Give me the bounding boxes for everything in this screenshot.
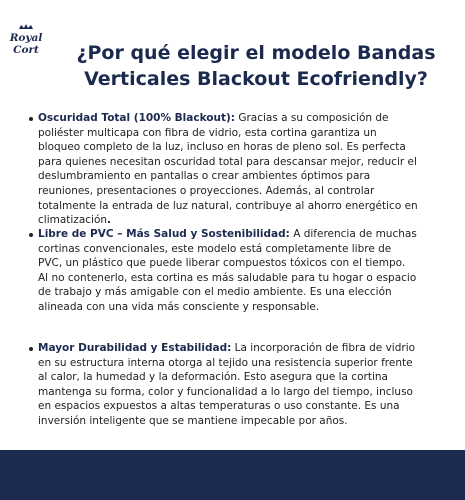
bullet-dot — [29, 347, 33, 351]
feature-item-pvc-free — [38, 227, 418, 315]
feature-item-darkness — [38, 111, 418, 228]
feature-heading: Libre de PVC – Más Salud y Sostenibilidad: — [38, 228, 290, 240]
feature-ending: . — [107, 214, 112, 227]
feature-item-durability — [38, 341, 418, 429]
brand-logo — [6, 22, 46, 62]
feature-body: A diferencia de muchas cortinas convencionales, este modelo está completamente libre de PVC, un plástico que puede liberar compuestos tóxicos con el tiempo. Al no contenerlo, esta cortina es más saludable para tu hogar o espacio de trabajo y más amigable con el medio ambiente. Es una elección alineada con una vida más consciente y responsable. — [38, 228, 417, 313]
feature-body: La incorporación de fibra de vidrio en su estructura interna otorga al tejido una resistencia superior frente al calor, la humedad y la deformación. Esto asegura que la cortina mantenga su forma, color y funcionalidad a lo largo del tiempo, incluso en espacios expuestos a altas temperaturas o uso constante. Es una inversión inteligente que se mantiene impecable por años. — [38, 342, 416, 427]
brand-logo-mark — [6, 22, 46, 62]
footer-bar — [0, 450, 465, 500]
bullet-dot — [29, 233, 33, 237]
feature-heading: Oscuridad Total (100% Blackout): — [38, 112, 235, 124]
feature-body: Gracias a su composición de poliéster multicapa con fibra de vidrio, esta cortina garantiza un bloqueo completo de la luz, incluso en horas de pleno sol. Es perfecta para quienes necesitan oscuridad total para descansar mejor, reducir el deslumbramiento en pantallas o crear ambientes óptimos para reuniones, presentaciones o proyecciones. Además, al controlar totalmente la entrada de luz natural, contribuye al ahorro energético en climatización — [38, 112, 418, 227]
feature-heading: Mayor Durabilidad y Estabilidad: — [38, 342, 232, 354]
logo-word-royal: Royal — [9, 32, 43, 44]
page-title: ¿Por qué elegir el modelo Bandas Verticales Blackout Ecofriendly? — [76, 42, 436, 90]
logo-word-cort: Cort — [13, 44, 39, 56]
bullet-dot — [29, 117, 33, 121]
